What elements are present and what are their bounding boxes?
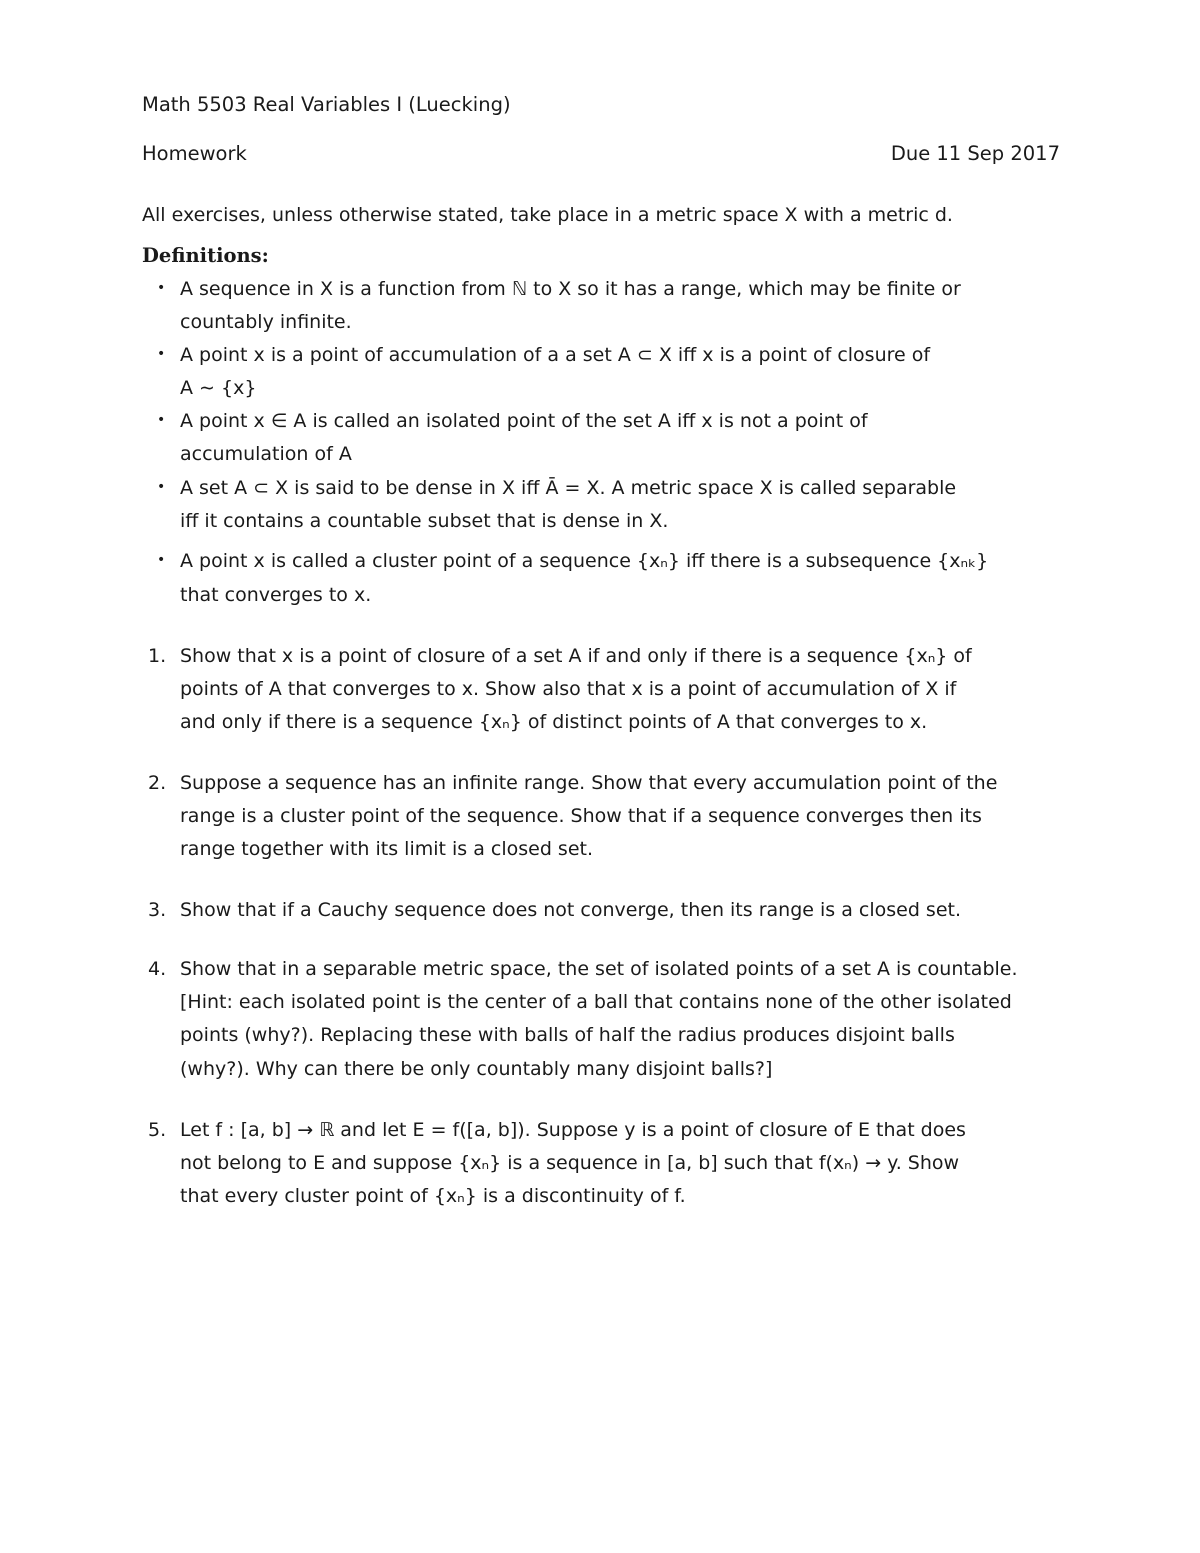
intro-statement: All exercises, unless otherwise stated, take place in a metric space X with a metric d.: [142, 204, 953, 226]
definitions-heading: Definitions:: [142, 244, 269, 267]
definition-isolated-line-2: accumulation of A: [180, 443, 352, 465]
exercise-4-line-3: points (why?). Replacing these with balls of half the radius produces disjoint balls: [180, 1024, 955, 1046]
definition-sequence-line-1: A sequence in X is a function from ℕ to X so it has a range, which may be finite or: [180, 278, 961, 300]
exercise-number: 2.: [148, 772, 167, 794]
definition-isolated-line-1: A point x ∈ A is called an isolated point of the set A iff x is not a point of: [180, 410, 868, 432]
exercise-5-line-3: that every cluster point of {xₙ} is a discontinuity of f.: [180, 1185, 686, 1207]
exercise-4-line-2: [Hint: each isolated point is the center of a ball that contains none of the other isolated: [180, 991, 1012, 1013]
exercise-4-line-1: Show that in a separable metric space, the set of isolated points of a set A is countable.: [180, 958, 1018, 980]
bullet-marker: •: [157, 479, 166, 495]
due-date: Due 11 Sep 2017: [890, 142, 1060, 165]
homework-label: Homework: [142, 142, 247, 165]
exercise-5-line-1: Let f : [a, b] → ℝ and let E = f([a, b]). Suppose y is a point of closure of E that does: [180, 1119, 966, 1141]
exercise-2-line-3: range together with its limit is a closed set.: [180, 838, 594, 860]
exercise-5-line-2: not belong to E and suppose {xₙ} is a sequence in [a, b] such that f(xₙ) → y. Show: [180, 1152, 960, 1174]
bullet-marker: •: [157, 412, 166, 428]
exercise-4-line-4: (why?). Why can there be only countably many disjoint balls?]: [180, 1058, 773, 1080]
bullet-marker: •: [157, 280, 166, 296]
exercise-number: 4.: [148, 958, 167, 980]
definition-cluster-line-2: that converges to x.: [180, 584, 372, 606]
definition-sequence-line-2: countably infinite.: [180, 311, 352, 333]
definition-cluster-line-1: A point x is called a cluster point of a sequence {xₙ} iff there is a subsequence {xₙₖ}: [180, 550, 989, 572]
definition-accumulation-line-2: A ∼ {x}: [180, 377, 257, 399]
definition-dense-line-1: A set A ⊂ X is said to be dense in X iff Ā = X. A metric space X is called separable: [180, 477, 957, 499]
exercise-number: 1.: [148, 645, 167, 667]
bullet-marker: •: [157, 552, 166, 568]
exercise-2-line-1: Suppose a sequence has an infinite range. Show that every accumulation point of the: [180, 772, 998, 794]
bullet-marker: •: [157, 346, 166, 362]
definition-accumulation-line-1: A point x is a point of accumulation of a a set A ⊂ X iff x is a point of closure of: [180, 344, 931, 366]
exercise-number: 3.: [148, 899, 167, 921]
exercise-1-line-1: Show that x is a point of closure of a set A if and only if there is a sequence {xₙ} of: [180, 645, 972, 667]
exercise-1-line-2: points of A that converges to x. Show also that x is a point of accumulation of X if: [180, 678, 957, 700]
exercise-1-line-3: and only if there is a sequence {xₙ} of distinct points of A that converges to x.: [180, 711, 928, 733]
exercise-2-line-2: range is a cluster point of the sequence. Show that if a sequence converges then its: [180, 805, 982, 827]
exercise-number: 5.: [148, 1119, 167, 1141]
definition-dense-line-2: iff it contains a countable subset that is dense in X.: [180, 510, 669, 532]
exercise-3-line-1: Show that if a Cauchy sequence does not converge, then its range is a closed set.: [180, 899, 961, 921]
course-title: Math 5503 Real Variables I (Luecking): [142, 93, 511, 116]
